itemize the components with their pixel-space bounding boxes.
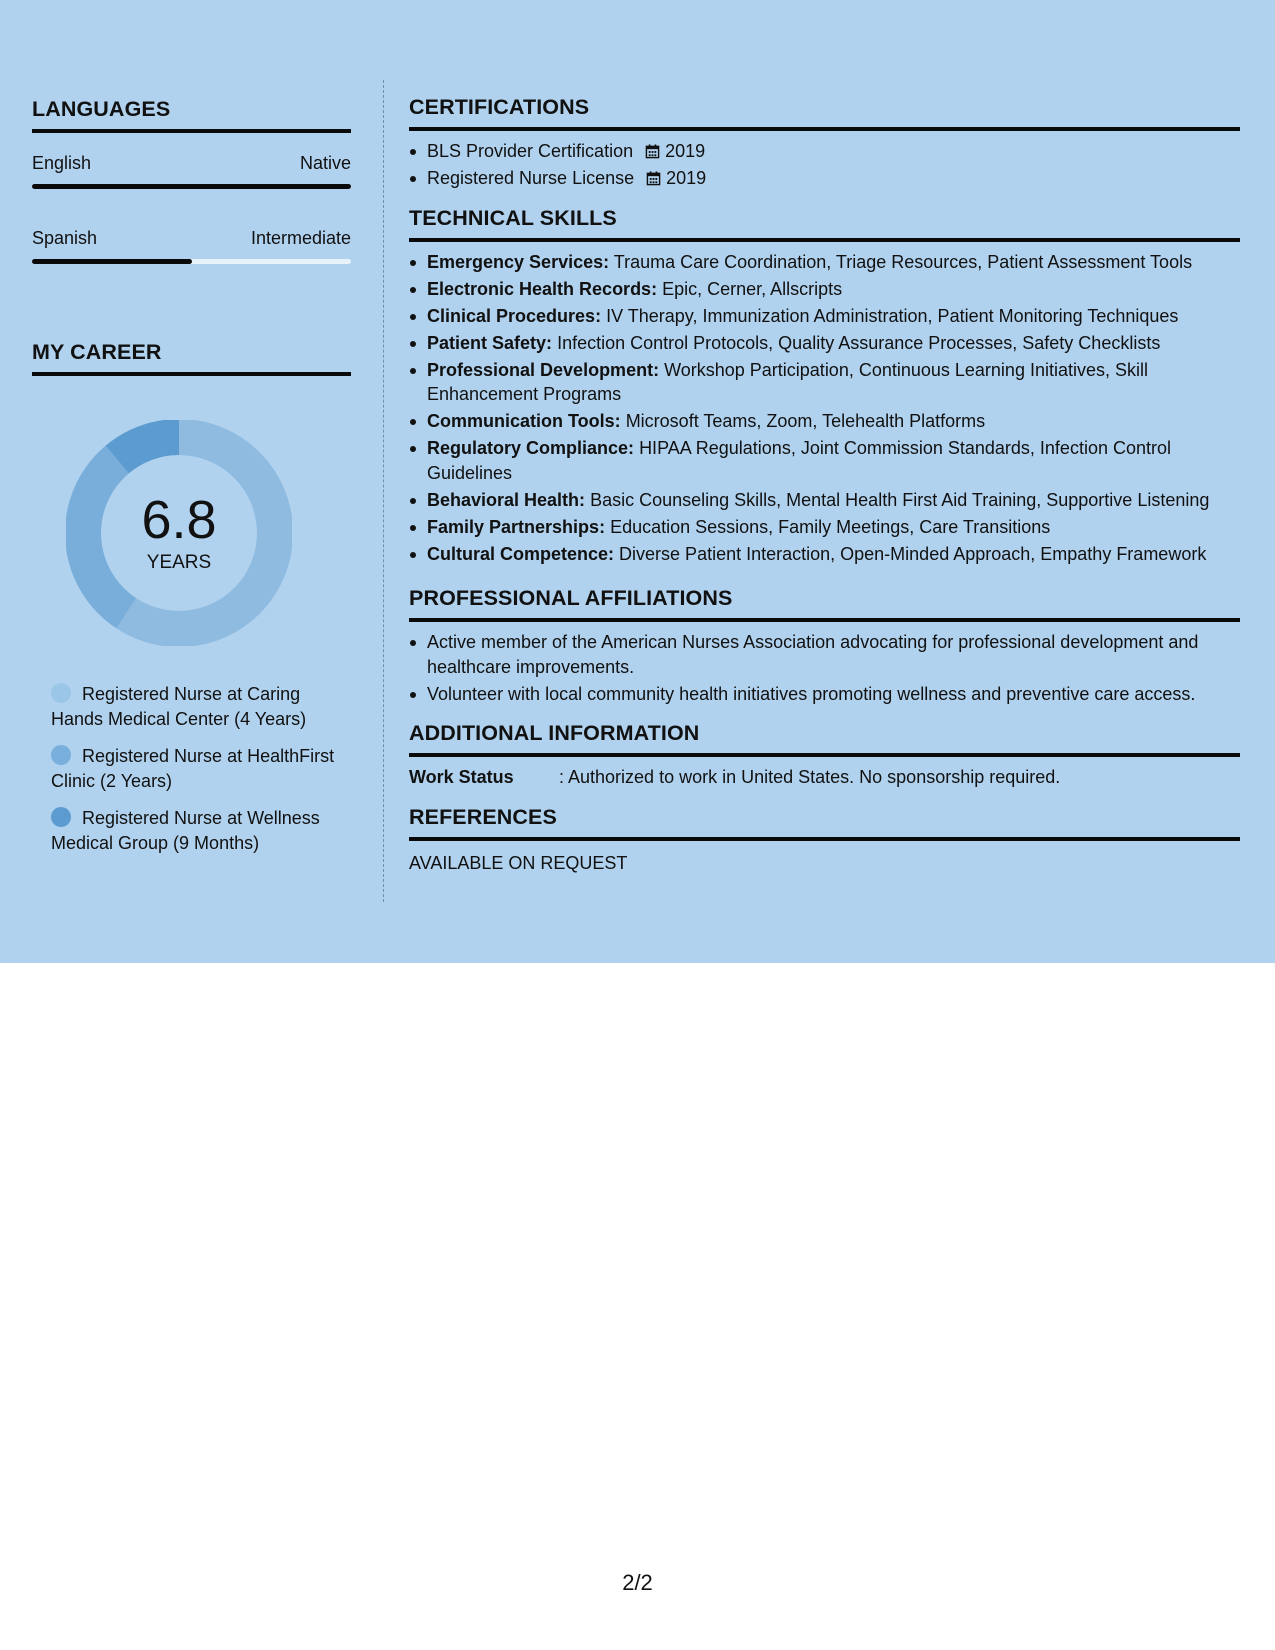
career-legend-item [51, 682, 341, 731]
skill-values: Workshop Participation, Continuous Learning Initiatives, Skill Enhancement Programs [427, 359, 1148, 404]
career-total-unit: YEARS [146, 552, 212, 573]
skill-values: HIPAA Regulations, Joint Commission Standards, Infection Control Guidelines [427, 438, 1171, 483]
language-level: Intermediate [250, 228, 351, 248]
career-legend-label: Registered Nurse at HealthFirst Clinic (2 Years) [51, 746, 335, 791]
skill-item [409, 304, 1240, 329]
skill-item [409, 277, 1240, 302]
skill-item [409, 358, 1240, 407]
skill-values: Diverse Patient Interaction, Open-Minded Approach, Empathy Framework [619, 543, 1207, 564]
skill-category: Behavioral Health: [427, 489, 586, 510]
technical-skills-section [409, 206, 1240, 567]
career-total-value: 6.8 [141, 490, 217, 550]
references-text: AVAILABLE ON REQUEST [409, 852, 628, 873]
affiliations-list [409, 630, 1240, 706]
skill-values: Trauma Care Coordination, Triage Resources, Patient Assessment Tools [613, 251, 1193, 272]
career-section [32, 340, 351, 855]
career-donut-chart [66, 420, 292, 646]
skill-category: Professional Development: [427, 359, 660, 380]
career-legend-label: Registered Nurse at Wellness Medical Group (9 Months) [51, 808, 320, 853]
skill-category: Communication Tools: [427, 411, 621, 431]
references-heading: REFERENCES [409, 805, 1240, 841]
skill-category: Regulatory Compliance: [427, 438, 635, 458]
donut-center [66, 420, 292, 646]
skill-item [409, 515, 1240, 540]
legend-dot-icon [51, 745, 71, 765]
skill-category: Clinical Procedures: [427, 305, 602, 326]
skill-category: Electronic Health Records: [427, 278, 658, 299]
column-divider [383, 80, 384, 902]
certification-name: BLS Provider Certification [427, 141, 634, 161]
skill-item [409, 488, 1240, 513]
language-row [32, 152, 351, 189]
certifications-list [409, 139, 1240, 191]
language-row [32, 227, 351, 264]
skill-item [409, 409, 1240, 434]
affiliation-item: Active member of the American Nurses Association advocating for professional development and healthcare improvements. [409, 630, 1240, 679]
skill-values: IV Therapy, Immunization Administration, Patient Monitoring Techniques [606, 305, 1179, 326]
certifications-heading: CERTIFICATIONS [409, 95, 1240, 131]
languages-section [32, 97, 351, 264]
affiliations-heading: PROFESSIONAL AFFILIATIONS [409, 586, 1240, 622]
page-number: 2/2 [622, 1570, 653, 1595]
technical-skills-heading: TECHNICAL SKILLS [409, 206, 1240, 242]
affiliation-item: Volunteer with local community health initiatives promoting wellness and preventive care access. [409, 682, 1240, 707]
skill-category: Patient Safety: [427, 332, 553, 353]
skill-category: Emergency Services: [427, 251, 610, 272]
career-legend-item [51, 744, 341, 793]
language-proficiency-fill [32, 184, 351, 189]
skill-item [409, 331, 1240, 356]
skill-category: Family Partnerships: [427, 516, 606, 537]
language-proficiency-fill [32, 259, 192, 264]
skill-item [409, 436, 1240, 485]
certification-item [409, 166, 1240, 191]
right-column [409, 80, 1240, 875]
additional-info-heading: ADDITIONAL INFORMATION [409, 721, 1240, 757]
career-legend-label: Registered Nurse at Caring Hands Medical Center (4 Years) [51, 684, 307, 729]
career-legend [51, 682, 341, 855]
legend-dot-icon [51, 807, 71, 827]
skill-item [409, 542, 1240, 567]
languages-heading: LANGUAGES [32, 97, 351, 133]
additional-info-section [409, 721, 1240, 790]
language-name: Spanish [32, 228, 98, 248]
calendar-icon [645, 141, 660, 156]
skill-values: Epic, Cerner, Allscripts [662, 278, 843, 299]
skill-values: Basic Counseling Skills, Mental Health First Aid Training, Supportive Listening [590, 489, 1210, 510]
career-heading: MY CAREER [32, 340, 351, 376]
career-legend-item [51, 806, 341, 855]
references-section [409, 805, 1240, 876]
certifications-section [409, 95, 1240, 191]
skill-values: Microsoft Teams, Zoom, Telehealth Platforms [625, 411, 986, 431]
calendar-icon [646, 168, 661, 183]
skill-item [409, 250, 1240, 275]
certification-year: 2019 [666, 168, 707, 188]
legend-dot-icon [51, 683, 71, 703]
language-row-head [32, 227, 351, 249]
skill-category: Cultural Competence: [427, 543, 615, 564]
language-level: Native [299, 153, 351, 173]
work-status-value: : Authorized to work in United States. No sponsorship required. [559, 767, 1061, 787]
work-status-row [409, 765, 1240, 790]
language-row-head [32, 152, 351, 174]
language-name: English [32, 153, 92, 173]
skill-values: Infection Control Protocols, Quality Assurance Processes, Safety Checklists [557, 332, 1161, 353]
certification-year: 2019 [665, 141, 706, 161]
language-proficiency-bar [32, 184, 351, 189]
technical-skills-list [409, 250, 1240, 567]
language-proficiency-bar [32, 259, 351, 264]
certification-item [409, 139, 1240, 164]
certification-name: Registered Nurse License [427, 168, 635, 188]
skill-values: Education Sessions, Family Meetings, Care Transitions [610, 516, 1051, 537]
left-column [32, 80, 351, 868]
language-list [32, 152, 351, 264]
work-status-label: Work Status [409, 767, 514, 787]
affiliations-section [409, 586, 1240, 706]
